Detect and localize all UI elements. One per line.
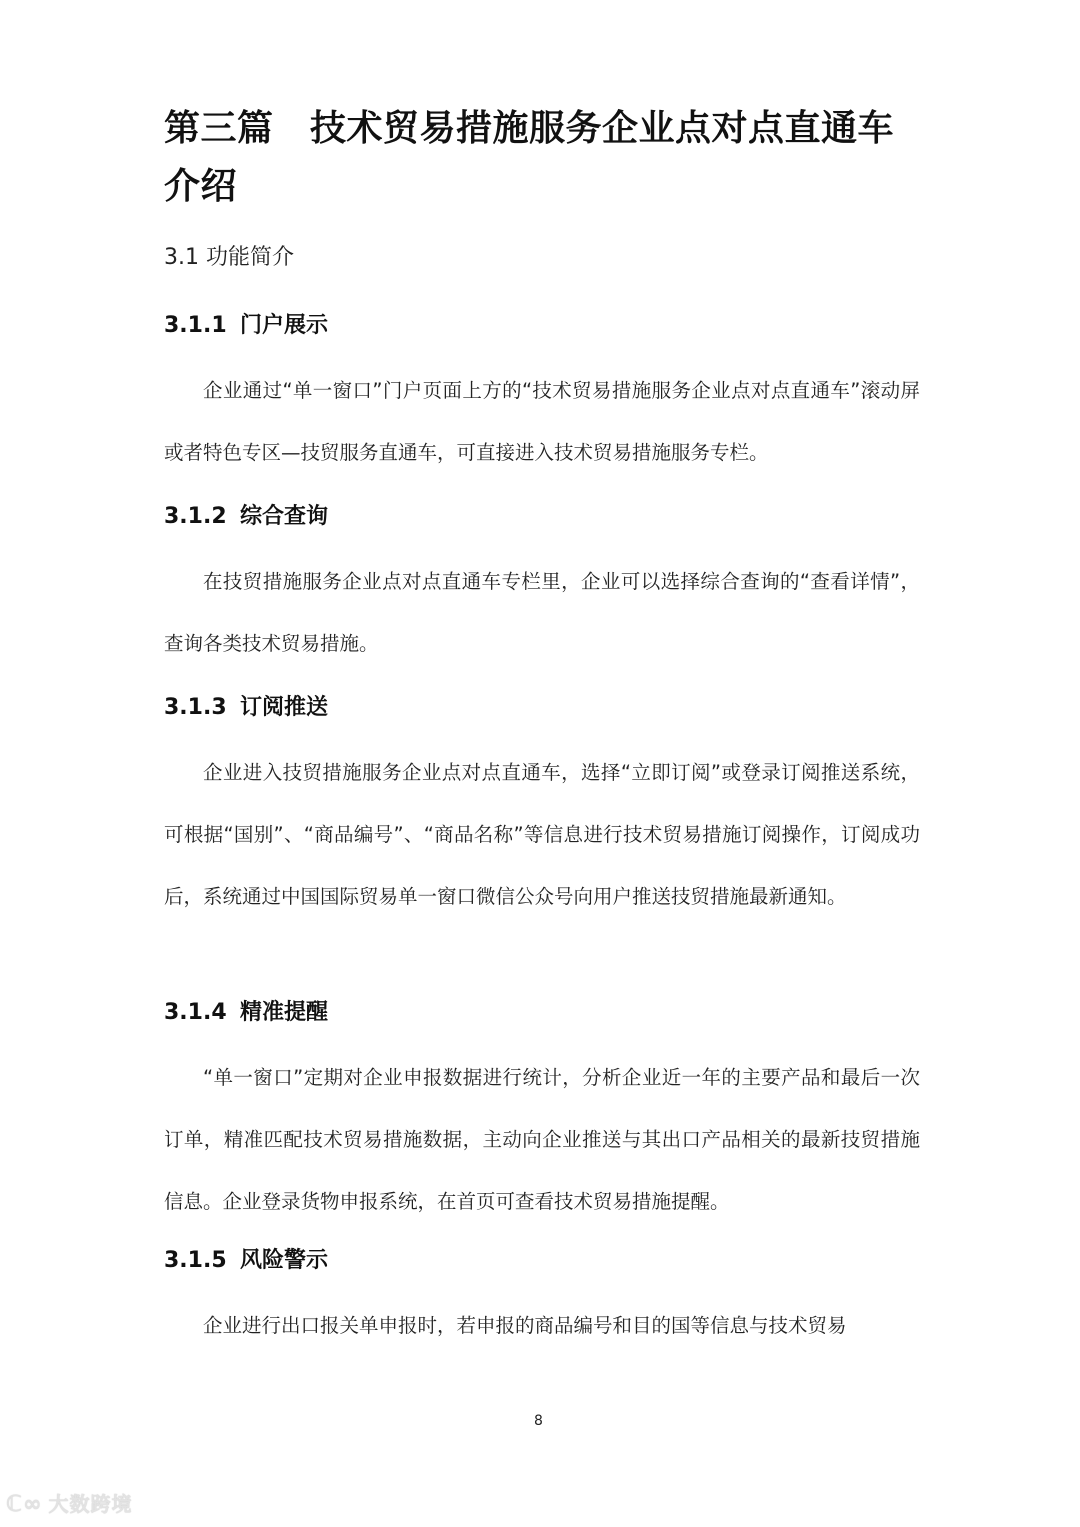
subsection-number: 3.1.3	[164, 695, 227, 720]
watermark-logo-icon: ℂ∞	[6, 1492, 43, 1517]
chapter-title-line1: 第三篇 技术贸易措施服务企业点对点直通车	[164, 108, 895, 149]
subsection-title: 综合查询	[240, 504, 329, 529]
subsection-title: 风险警示	[240, 1248, 329, 1273]
section-heading: 3.1 功能简介	[164, 245, 294, 270]
subsection-heading	[164, 499, 328, 530]
paragraph: 企业通过“单一窗口”门户页面上方的“技术贸易措施服务企业点对点直通车”滚动屏或者特色专区—技贸服务直通车，可直接进入技术贸易措施服务专栏。	[164, 379, 920, 464]
paragraph: 在技贸措施服务企业点对点直通车专栏里，企业可以选择综合查询的“查看详情”，查询各类技术贸易措施。	[164, 570, 920, 655]
chapter-title	[164, 100, 924, 216]
page-number: 8	[534, 1413, 543, 1429]
subsection-title: 门户展示	[240, 313, 329, 338]
subsection-heading	[164, 308, 328, 339]
chapter-title-line2: 介绍	[164, 166, 238, 207]
subsection-title: 订阅推送	[240, 695, 329, 720]
subsection-number: 3.1.1	[164, 313, 227, 338]
paragraph: 企业进入技贸措施服务企业点对点直通车，选择“立即订阅”或登录订阅推送系统，可根据“国别”、“商品编号”、“商品名称”等信息进行技术贸易措施订阅操作，订阅成功后，系统通过中国国际贸易单一窗口微信公众号向用户推送技贸措施最新通知。	[164, 761, 920, 908]
paragraph: 企业进行出口报关单申报时，若申报的商品编号和目的国等信息与技术贸易	[203, 1314, 847, 1337]
subsection-number: 3.1.2	[164, 504, 227, 529]
watermark	[6, 1488, 132, 1517]
subsection-heading	[164, 690, 328, 721]
subsection-number: 3.1.4	[164, 1000, 227, 1025]
watermark-text: 大数跨境	[48, 1492, 133, 1516]
subsection-heading	[164, 995, 328, 1026]
subsection-heading	[164, 1243, 328, 1274]
subsection-number: 3.1.5	[164, 1248, 227, 1273]
paragraph: “单一窗口”定期对企业申报数据进行统计，分析企业近一年的主要产品和最后一次订单，精准匹配技术贸易措施数据，主动向企业推送与其出口产品相关的最新技贸措施信息。企业登录货物申报系统，在首页可查看技术贸易措施提醒。	[164, 1066, 920, 1213]
subsection-title: 精准提醒	[240, 1000, 329, 1025]
